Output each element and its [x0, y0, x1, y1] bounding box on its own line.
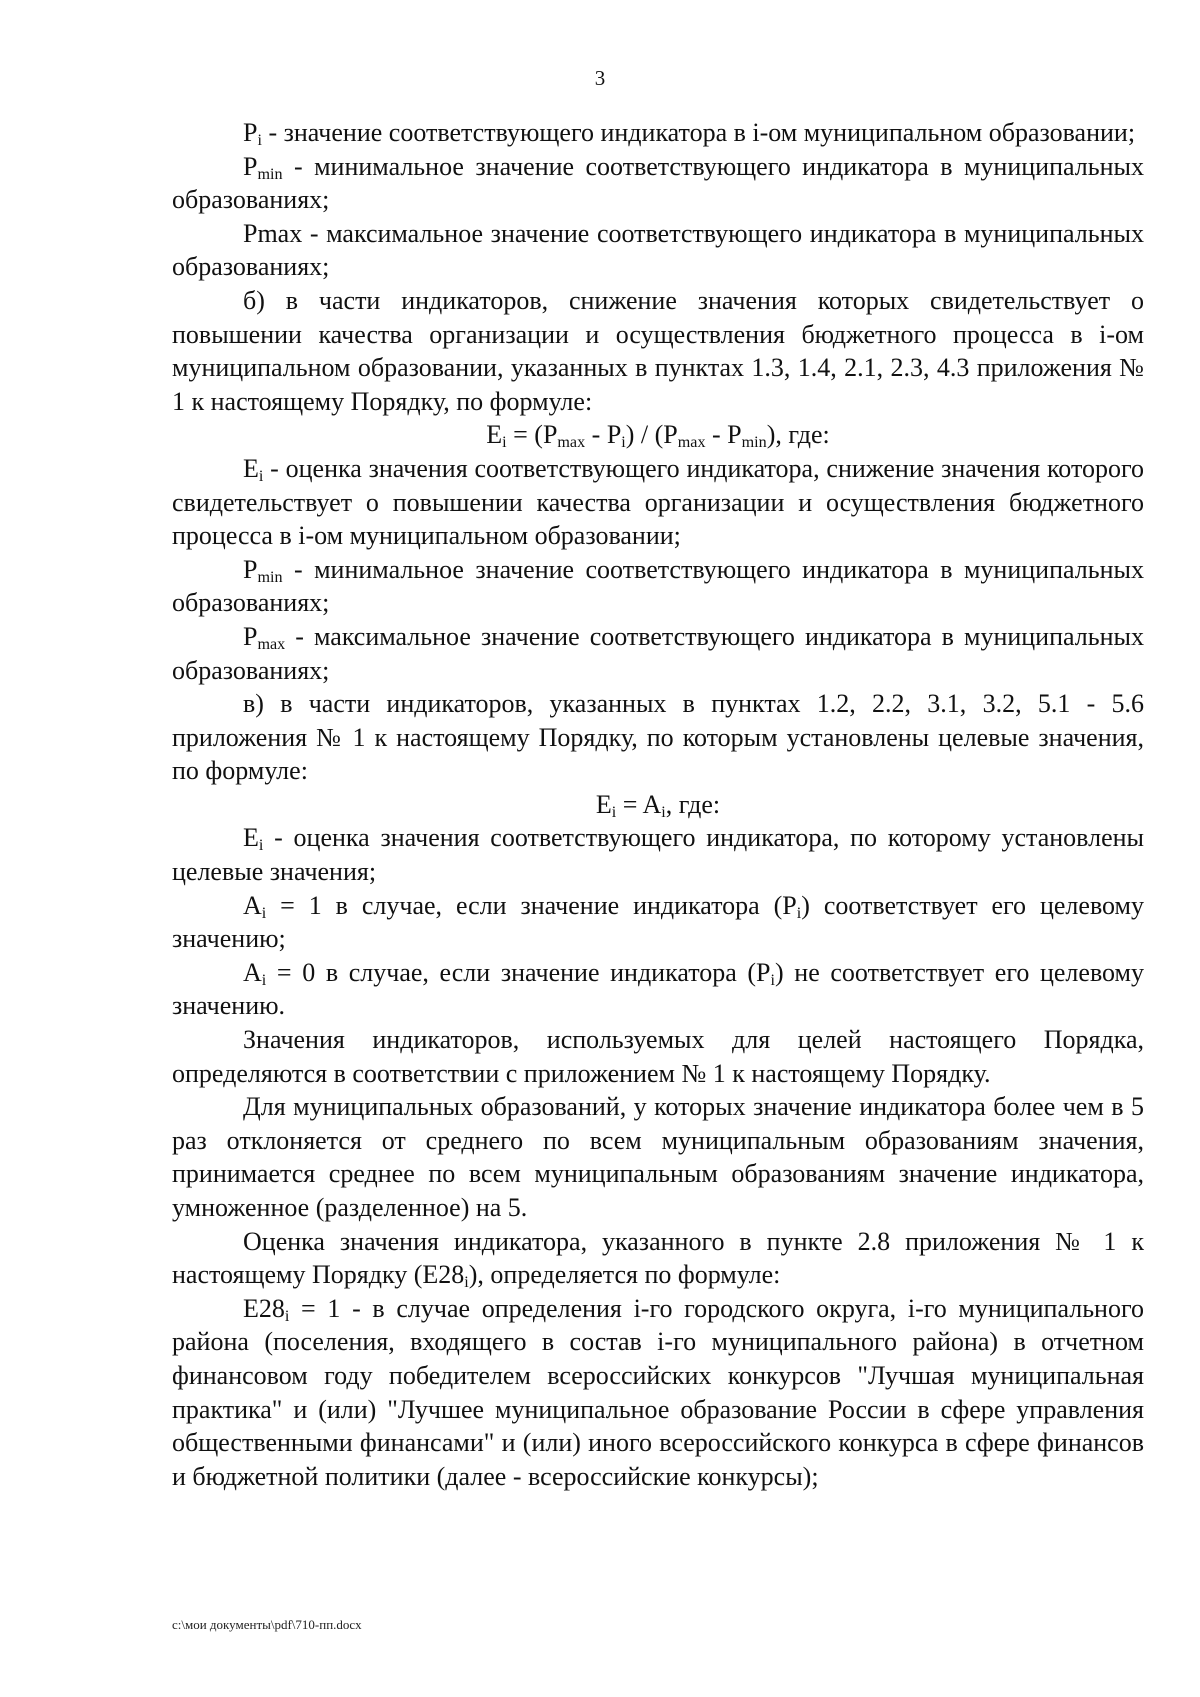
page-number: 3 [594, 66, 606, 90]
formula-target: $E_i = A_i$, где: [595, 789, 721, 821]
paragraph-e28-equals-1: $E28_i = 1 - в$ случае определения i-го городского округа, i-го муниципального района (поселения, входящего в состав i-го муниципального района) в отчетном финансовом году победителем всероссийских конкурсов "Лучшая муниципальная практика" и (или) "Лучшее муниципальное образование России в сфере управления общественными финансами" и (или) иного всероссийского конкурса в сфере финансов и бюджетной политики (далее - всероссийские конкурсы); [172, 1293, 1144, 1491]
paragraph-pmin-definition-2: $P_{min}$ - минимальное значение соответствующего индикатора в муниципальных образованиях; [172, 554, 1144, 618]
footer-file-path: c:\мои документы\pdf\710-пп.docx [172, 1617, 362, 1632]
paragraph-ai-equals-0: $A_i = 0$ в случае, если значение индикатора $(P_i)$ не соответствует его целевому значению. [172, 957, 1144, 1021]
paragraph-deviation-rule: Для муниципальных образований, у которых значение индикатора более чем в 5 раз отклоняется от среднего по всем муниципальным образованиям значения, принимается среднее по всем муниципальным образованиям значение индикатора, умноженное (разделенное) на 5. [172, 1092, 1144, 1222]
paragraph-pi-definition: $P_i$ - значение соответствующего индикатора в i-ом муниципальном образовании; [243, 118, 1136, 150]
paragraph-item-v: в) в части индикаторов, указанных в пунктах 1.2, 2.2, 3.1, 3.2, 5.1 - 5.6 приложения № 1 к настоящему Порядку, по которым установлены целевые значения, по формуле: [172, 689, 1144, 786]
paragraph-item-b: б) в части индикаторов, снижение значения которых свидетельствует о повышении качества организации и осуществления бюджетного процесса в i-ом муниципальном образовании, указанных в пунктах 1.3, 1.4, 2.1, 2.3, 4.3 приложения № 1 к настоящему Порядку, по формуле: [172, 285, 1144, 416]
paragraph-ei-decrease-definition: $E_i$ - оценка значения соответствующего индикатора, снижение значения которого свидетельствует о повышении качества организации и осуществления бюджетного процесса в i-ом муниципальном образовании; [172, 453, 1144, 551]
paragraph-pmin-definition: $P_{min}$ - минимальное значение соответствующего индикатора в муниципальных образованиях; [172, 151, 1144, 215]
formula-decrease: $E_i = (P_{max} - P_i) / (P_{max} - P_{min})$, где: [486, 420, 830, 452]
paragraph-e28-intro: Оценка значения индикатора, указанного в пункте 2.8 приложения № 1 к настоящему Порядку $(E28_i)$, определяется по формуле: [172, 1226, 1144, 1292]
paragraph-ai-equals-1: $A_i = 1$ в случае, если значение индикатора $(P_i)$ соответствует его целевому значению; [172, 890, 1144, 954]
paragraph-ei-target-definition: $E_i$ - оценка значения соответствующего индикатора, по которому установлены целевые значения; [172, 823, 1144, 887]
paragraph-indicator-values: Значения индикаторов, используемых для целей настоящего Порядка, определяются в соответствии с приложением № 1 к настоящему Порядку. [172, 1025, 1144, 1088]
document-body [172, 116, 1144, 1493]
paragraph-pmax-definition-2: $P_{max}$ - максимальное значение соответствующего индикатора в муниципальных образованиях; [172, 621, 1144, 685]
paragraph-pmax-definition: Pmax - максимальное значение соответствующего индикатора в муниципальных образованиях; [172, 218, 1144, 282]
